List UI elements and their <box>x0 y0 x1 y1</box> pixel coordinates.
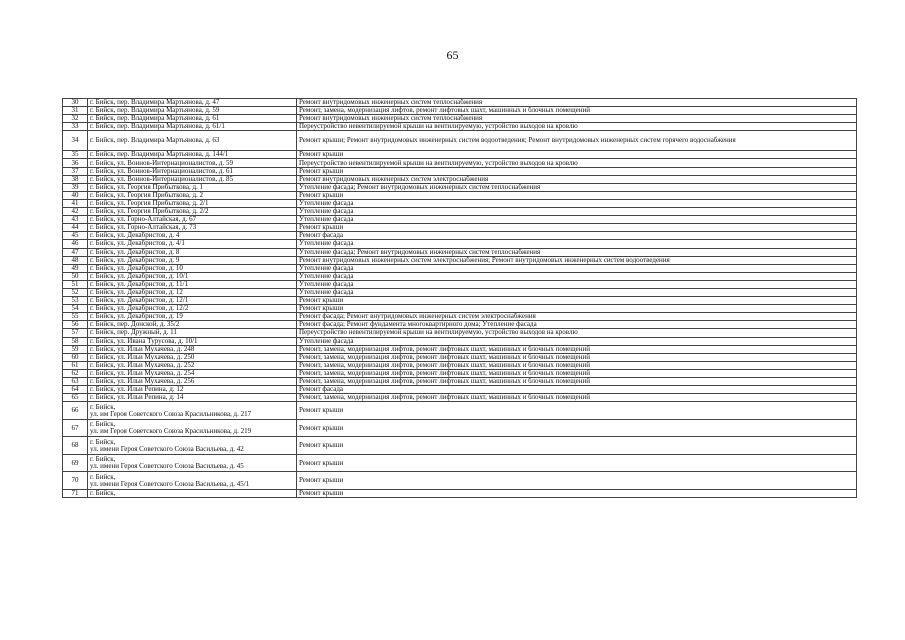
address-cell <box>88 402 297 420</box>
table-row <box>63 321 857 329</box>
address-cell <box>88 386 297 394</box>
address-cell <box>88 353 297 361</box>
row-number-cell: 53 <box>63 297 88 305</box>
address-line: г. Бийск, ул. Декабристов, д. 19 <box>90 312 183 321</box>
row-number-cell: 30 <box>63 99 88 107</box>
address-cell <box>88 167 297 175</box>
table-row <box>63 272 857 280</box>
row-number-cell: 43 <box>63 216 88 224</box>
work-type-cell: Ремонт крыши <box>297 437 857 455</box>
table-row <box>63 386 857 394</box>
address-line: г. Бийск, ул. Декабристов, д. 12/2 <box>90 304 189 313</box>
work-type-cell: Ремонт фасада <box>297 386 857 394</box>
table-row <box>63 419 857 437</box>
row-number-cell: 58 <box>63 337 88 345</box>
table-row <box>63 99 857 107</box>
work-type-cell: Ремонт крыши <box>297 305 857 313</box>
row-number-cell: 42 <box>63 208 88 216</box>
table-row <box>63 159 857 167</box>
work-type-cell: Утепление фасада <box>297 216 857 224</box>
address-line: г. Бийск, <box>90 437 116 446</box>
table-row <box>63 297 857 305</box>
address-cell <box>88 99 297 107</box>
row-number-cell: 67 <box>63 419 88 437</box>
address-cell <box>88 264 297 272</box>
table-row <box>63 131 857 151</box>
address-line: г. Бийск, <box>90 489 116 497</box>
address-line: г. Бийск, ул. Декабристов, д. 10/1 <box>90 272 189 280</box>
table-row <box>63 264 857 272</box>
work-type-cell: Переустройство невентилируемой крыши на вентилируемую, устройство выходов на кровлю <box>297 329 857 337</box>
address-line: г. Бийск, ул. Декабристов, д. 11/1 <box>90 280 189 288</box>
address-line: ул. имени Героя Советского Союза Васильева, д. 45 <box>90 462 244 471</box>
table-row <box>63 123 857 131</box>
work-type-cell: Утепление фасада <box>297 288 857 296</box>
row-number-cell: 69 <box>63 454 88 472</box>
table-row <box>63 167 857 175</box>
address-line: г. Бийск, ул. Декабристов, д. 4 <box>90 231 180 240</box>
table-row <box>63 345 857 353</box>
address-cell <box>88 454 297 472</box>
work-type-cell: Утепление фасада; Ремонт внутридомовых инженерных систем теплоснабжения <box>297 183 857 191</box>
address-line: г. Бийск, ул. Ильи Репина, д. 14 <box>90 393 184 402</box>
table-row <box>63 305 857 313</box>
address-cell <box>88 288 297 296</box>
table-row <box>63 208 857 216</box>
table-row <box>63 329 857 337</box>
address-cell <box>88 151 297 159</box>
address-cell <box>88 131 297 151</box>
address-cell <box>88 115 297 123</box>
table-row <box>63 240 857 248</box>
address-line: г. Бийск, ул. Георгия Прибыткова, д. 1 <box>90 183 204 191</box>
row-number-cell: 52 <box>63 288 88 296</box>
row-number-cell: 33 <box>63 123 88 131</box>
row-number-cell: 47 <box>63 248 88 256</box>
address-cell <box>88 437 297 455</box>
row-number-cell: 32 <box>63 115 88 123</box>
table-row <box>63 361 857 369</box>
work-type-cell: Ремонт крыши <box>297 454 857 472</box>
address-line: г. Бийск, ул. Декабристов, д. 8 <box>90 248 180 256</box>
table-row <box>63 337 857 345</box>
work-type-cell: Ремонт, замена, модернизация лифтов, ремонт лифтовых шахт, машинных и блочных помещений <box>297 353 857 361</box>
table-row <box>63 256 857 264</box>
row-number-cell: 63 <box>63 378 88 386</box>
table-row <box>63 151 857 159</box>
address-line: г. Бийск, ул. Горно-Алтайская, д. 73 <box>90 223 197 232</box>
row-number-cell: 54 <box>63 305 88 313</box>
address-line: г. Бийск, ул. Ильи Мухачева, д. 248 <box>90 345 195 353</box>
work-type-cell: Ремонт крыши <box>297 191 857 199</box>
address-cell <box>88 321 297 329</box>
address-cell <box>88 248 297 256</box>
row-number-cell: 59 <box>63 345 88 353</box>
row-number-cell: 35 <box>63 151 88 159</box>
address-line: г. Бийск, <box>90 420 116 429</box>
work-type-cell: Утепление фасада; Ремонт внутридомовых инженерных систем теплоснабжения <box>297 248 857 256</box>
work-type-cell: Ремонт фасада; Ремонт фундамента многоквартирного дома; Утепление фасада <box>297 321 857 329</box>
address-cell <box>88 272 297 280</box>
address-cell <box>88 361 297 369</box>
work-type-cell: Ремонт, замена, модернизация лифтов, ремонт лифтовых шахт, машинных и блочных помещений <box>297 107 857 115</box>
table-row <box>63 369 857 377</box>
work-type-cell: Ремонт крыши <box>297 489 857 497</box>
work-type-cell: Утепление фасада <box>297 280 857 288</box>
address-line: г. Бийск, ул. Георгия Прибыткова, д. 2 <box>90 191 204 199</box>
work-type-cell: Переустройство невентилируемой крыши на вентилируемую, устройство выходов на кровлю <box>297 123 857 131</box>
work-type-cell: Ремонт крыши <box>297 297 857 305</box>
table-row <box>63 280 857 288</box>
address-cell <box>88 329 297 337</box>
work-type-cell: Ремонт внутридомовых инженерных систем электроснабжения; Ремонт внутридомовых инженерных систем водоотведения <box>297 256 857 264</box>
table-row <box>63 248 857 256</box>
row-number-cell: 60 <box>63 353 88 361</box>
address-line: г. Бийск, ул. Декабристов, д. 10 <box>90 264 183 272</box>
row-number-cell: 39 <box>63 183 88 191</box>
work-type-cell: Ремонт крыши <box>297 167 857 175</box>
row-number-cell: 55 <box>63 313 88 321</box>
table-row <box>63 437 857 455</box>
address-line: г. Бийск, пер. Владимира Мартьянова, д. 61 <box>90 114 220 123</box>
address-cell <box>88 199 297 207</box>
address-cell <box>88 313 297 321</box>
table-row <box>63 232 857 240</box>
address-cell <box>88 208 297 216</box>
work-type-cell: Утепление фасада <box>297 264 857 272</box>
address-cell <box>88 191 297 199</box>
address-cell <box>88 216 297 224</box>
address-line: г. Бийск, ул. Воинов-Интернационалистов, д. 85 <box>90 175 233 183</box>
table-row <box>63 394 857 402</box>
address-cell <box>88 123 297 131</box>
work-type-cell: Ремонт внутридомовых инженерных систем теплоснабжения <box>297 99 857 107</box>
address-cell <box>88 224 297 232</box>
table-row <box>63 115 857 123</box>
work-type-cell: Ремонт, замена, модернизация лифтов, ремонт лифтовых шахт, машинных и блочных помещений <box>297 361 857 369</box>
row-number-cell: 46 <box>63 240 88 248</box>
address-cell <box>88 345 297 353</box>
row-number-cell: 64 <box>63 386 88 394</box>
address-line: г. Бийск, <box>90 455 116 464</box>
address-cell <box>88 183 297 191</box>
address-line: г. Бийск, пер. Дружный, д. 11 <box>90 328 177 337</box>
table-row <box>63 353 857 361</box>
work-type-cell: Ремонт фасада; Ремонт внутридомовых инженерных систем электроснабжения <box>297 313 857 321</box>
address-line: г. Бийск, ул. Ильи Мухачева, д. 252 <box>90 361 195 369</box>
row-number-cell: 48 <box>63 256 88 264</box>
row-number-cell: 65 <box>63 394 88 402</box>
row-number-cell: 36 <box>63 159 88 167</box>
works-table-container <box>62 98 847 498</box>
work-type-cell: Ремонт, замена, модернизация лифтов, ремонт лифтовых шахт, машинных и блочных помещений <box>297 369 857 377</box>
works-table-body <box>63 99 857 498</box>
address-line: ул. имени Героя Советского Союза Васильева, д. 45/1 <box>90 479 250 488</box>
table-row <box>63 288 857 296</box>
address-line: г. Бийск, пер. Владимира Мартьянова, д. 144/1 <box>90 150 229 159</box>
table-row <box>63 175 857 183</box>
address-line: г. Бийск, ул. Горно-Алтайская, д. 67 <box>90 215 197 224</box>
row-number-cell: 66 <box>63 402 88 420</box>
work-type-cell: Утепление фасада <box>297 337 857 345</box>
address-cell <box>88 472 297 490</box>
row-number-cell: 62 <box>63 369 88 377</box>
work-type-cell: Ремонт крыши <box>297 472 857 490</box>
address-cell <box>88 159 297 167</box>
address-cell <box>88 419 297 437</box>
address-line: г. Бийск, ул. Ильи Мухачева, д. 256 <box>90 377 195 386</box>
address-line: г. Бийск, пер. Владимира Мартьянова, д. 47 <box>90 98 220 107</box>
row-number-cell: 57 <box>63 329 88 337</box>
address-cell <box>88 369 297 377</box>
address-line: г. Бийск, ул. Ильи Мухачева, д. 254 <box>90 369 195 377</box>
address-line: г. Бийск, ул. Ильи Мухачева, д. 250 <box>90 353 195 361</box>
work-type-cell: Ремонт, замена, модернизация лифтов, ремонт лифтовых шахт, машинных и блочных помещений <box>297 378 857 386</box>
address-line: г. Бийск, <box>90 402 116 411</box>
address-line: г. Бийск, ул. Ивана Турусова, д. 10/1 <box>90 337 198 345</box>
address-line: ул. им Героя Советского Союза Красильникова, д. 219 <box>90 427 252 436</box>
row-number-cell: 37 <box>63 167 88 175</box>
address-cell <box>88 305 297 313</box>
address-line: г. Бийск, <box>90 472 116 481</box>
work-type-cell: Ремонт крыши; Ремонт внутридомовых инженерных систем водоотведения; Ремонт внутридомовых инженерных систем горячего водоснабжения <box>297 131 857 151</box>
table-row <box>63 183 857 191</box>
table-row <box>63 191 857 199</box>
work-type-cell: Ремонт фасада <box>297 232 857 240</box>
address-line: г. Бийск, ул. Декабристов, д. 9 <box>90 256 180 264</box>
row-number-cell: 68 <box>63 437 88 455</box>
address-line: ул. имени Героя Советского Союза Васильева, д. 42 <box>90 444 244 453</box>
row-number-cell: 49 <box>63 264 88 272</box>
work-type-cell: Ремонт крыши <box>297 224 857 232</box>
row-number-cell: 41 <box>63 199 88 207</box>
address-line: г. Бийск, пер. Владимира Мартьянова, д. 61/1 <box>90 122 225 131</box>
table-row <box>63 472 857 490</box>
address-cell <box>88 489 297 497</box>
address-line: г. Бийск, ул. Воинов-Интернационалистов, д. 61 <box>90 167 233 175</box>
row-number-cell: 34 <box>63 131 88 151</box>
table-row <box>63 216 857 224</box>
work-type-cell: Утепление фасада <box>297 272 857 280</box>
work-type-cell: Утепление фасада <box>297 240 857 248</box>
table-row <box>63 402 857 420</box>
table-row <box>63 454 857 472</box>
table-row <box>63 199 857 207</box>
row-number-cell: 31 <box>63 107 88 115</box>
work-type-cell: Утепление фасада <box>297 208 857 216</box>
address-cell <box>88 240 297 248</box>
address-cell <box>88 297 297 305</box>
address-line: ул. им Героя Советского Союза Красильникова, д. 217 <box>90 409 252 418</box>
work-type-cell: Ремонт, замена, модернизация лифтов, ремонт лифтовых шахт, машинных и блочных помещений <box>297 394 857 402</box>
work-type-cell: Ремонт внутридомовых инженерных систем теплоснабжения <box>297 115 857 123</box>
row-number-cell: 70 <box>63 472 88 490</box>
address-cell <box>88 175 297 183</box>
row-number-cell: 50 <box>63 272 88 280</box>
work-type-cell: Утепление фасада <box>297 199 857 207</box>
work-type-cell: Ремонт крыши <box>297 402 857 420</box>
page-number: 65 <box>446 48 459 62</box>
row-number-cell: 71 <box>63 489 88 497</box>
address-line: г. Бийск, ул. Декабристов, д. 12/1 <box>90 296 189 305</box>
address-line: г. Бийск, ул. Декабристов, д. 12 <box>90 288 183 297</box>
address-cell <box>88 378 297 386</box>
address-cell <box>88 256 297 264</box>
table-row <box>63 107 857 115</box>
row-number-cell: 45 <box>63 232 88 240</box>
address-cell <box>88 394 297 402</box>
address-line: г. Бийск, пер. Владимира Мартьянова, д. 63 <box>90 136 220 145</box>
address-line: г. Бийск, ул. Декабристов, д. 4/1 <box>90 239 185 248</box>
address-cell <box>88 107 297 115</box>
address-cell <box>88 232 297 240</box>
row-number-cell: 44 <box>63 224 88 232</box>
table-row <box>63 378 857 386</box>
work-type-cell: Ремонт крыши <box>297 151 857 159</box>
works-table <box>62 98 857 498</box>
address-line: г. Бийск, ул. Георгия Прибыткова, д. 2/1 <box>90 199 209 207</box>
row-number-cell: 51 <box>63 280 88 288</box>
table-row <box>63 224 857 232</box>
row-number-cell: 38 <box>63 175 88 183</box>
row-number-cell: 40 <box>63 191 88 199</box>
row-number-cell: 61 <box>63 361 88 369</box>
work-type-cell: Переустройство невентилируемой крыши на вентилируемую, устройство выходов на кровлю <box>297 159 857 167</box>
address-line: г. Бийск, пер. Донской, д. 35/2 <box>90 320 180 329</box>
table-row <box>63 489 857 497</box>
work-type-cell: Ремонт внутридомовых инженерных систем электроснабжения <box>297 175 857 183</box>
work-type-cell: Ремонт крыши <box>297 419 857 437</box>
table-row <box>63 313 857 321</box>
address-line: г. Бийск, ул. Георгия Прибыткова, д. 2/2 <box>90 207 209 216</box>
work-type-cell: Ремонт, замена, модернизация лифтов, ремонт лифтовых шахт, машинных и блочных помещений <box>297 345 857 353</box>
address-cell <box>88 280 297 288</box>
address-line: г. Бийск, ул. Воинов-Интернационалистов, д. 59 <box>90 158 233 167</box>
row-number-cell: 56 <box>63 321 88 329</box>
address-cell <box>88 337 297 345</box>
address-line: г. Бийск, ул. Ильи Репина, д. 12 <box>90 385 184 394</box>
address-line: г. Бийск, пер. Владимира Мартьянова, д. 59 <box>90 106 220 115</box>
